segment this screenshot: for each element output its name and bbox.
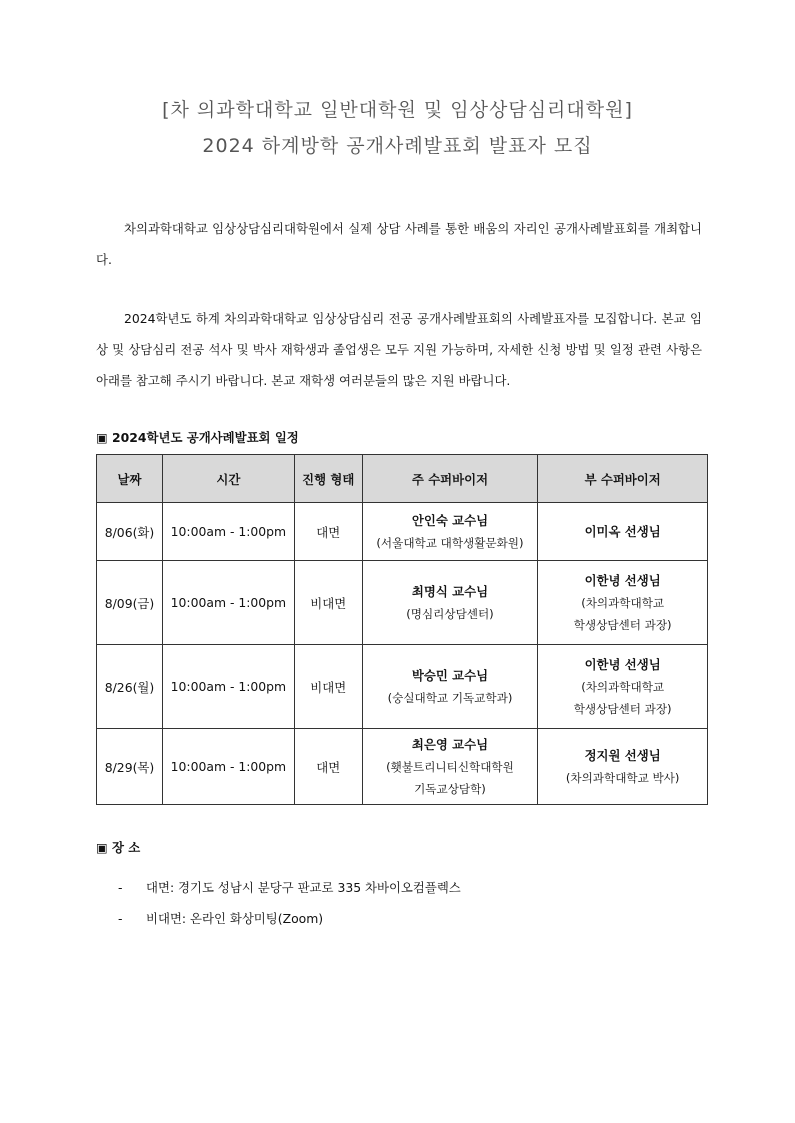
header-date: 날짜 xyxy=(97,455,163,503)
sub-supervisor-affiliation: (차의과학대학교 박사) xyxy=(565,770,680,785)
sub-supervisor-affiliation-line2: 학생상담센터 과장) xyxy=(573,701,672,716)
recruitment-paragraph: 2024학년도 하계 차의과학대학교 임상상담심리 전공 공개사례발표회의 사례발표자를 모집합니다. 본교 임상 및 상담심리 전공 석사 및 박사 재학생과 졸업생은 모두 지원 가능하며, 자세한 신청 방법 및 일정 관련 사항은 아래를 참고해 주시기 바랍니다. 본교 재학생 여러분들의 많은 지원 바랍니다. xyxy=(96,311,702,388)
venue-online: 비대면: 온라인 화상미팅(Zoom) xyxy=(146,911,324,926)
sub-supervisor-affiliation-line2: 학생상담센터 과장) xyxy=(573,617,672,632)
main-supervisor-affiliation-line2: 기독교상담학) xyxy=(414,781,486,796)
header-format: 진행 형태 xyxy=(294,455,362,503)
list-dash: - xyxy=(118,911,123,926)
cell-time: 10:00am - 1:00pm xyxy=(162,503,294,561)
table-row xyxy=(97,729,708,805)
main-supervisor-name: 최명식 교수님 xyxy=(411,583,489,599)
document-title-line2: 2024 하계방학 공개사례발표회 발표자 모집 xyxy=(202,135,593,157)
cell-sub-supervisor xyxy=(538,729,708,805)
sub-supervisor-name: 이한녕 선생님 xyxy=(584,656,661,672)
schedule-table xyxy=(96,454,708,805)
header-time: 시간 xyxy=(162,455,294,503)
header-main-supervisor: 주 수퍼바이저 xyxy=(362,455,538,503)
table-row xyxy=(97,645,708,729)
cell-sub-supervisor xyxy=(538,503,708,561)
main-supervisor-affiliation: (명심리상담센터) xyxy=(406,606,494,621)
cell-main-supervisor xyxy=(362,561,538,645)
main-supervisor-affiliation: (숭실대학교 기독교학과) xyxy=(387,690,513,705)
sub-supervisor-name: 이한녕 선생님 xyxy=(584,572,661,588)
cell-date: 8/26(월) xyxy=(97,645,163,729)
cell-format: 비대면 xyxy=(294,645,362,729)
main-supervisor-affiliation: (서울대학교 대학생활문화원) xyxy=(376,535,524,550)
cell-time: 10:00am - 1:00pm xyxy=(162,729,294,805)
cell-main-supervisor xyxy=(362,645,538,729)
cell-format: 비대면 xyxy=(294,561,362,645)
sub-supervisor-name: 이미옥 선생님 xyxy=(584,523,661,539)
cell-sub-supervisor xyxy=(538,561,708,645)
venue-in-person: 대면: 경기도 성남시 분당구 판교로 335 차바이오컴플렉스 xyxy=(146,880,461,895)
main-supervisor-affiliation: (횃불트리니티신학대학원 xyxy=(386,759,514,774)
header-sub-supervisor: 부 수퍼바이저 xyxy=(538,455,708,503)
cell-main-supervisor xyxy=(362,729,538,805)
cell-time: 10:00am - 1:00pm xyxy=(162,645,294,729)
venue-heading: ▣ 장 소 xyxy=(96,840,141,855)
cell-date: 8/09(금) xyxy=(97,561,163,645)
document-title-line1: [차 의과학대학교 일반대학원 및 임상상담심리대학원] xyxy=(162,99,633,121)
main-supervisor-name: 최은영 교수님 xyxy=(411,736,489,752)
list-dash: - xyxy=(118,880,123,895)
table-header-row xyxy=(97,455,708,503)
schedule-heading: ▣ 2024학년도 공개사례발표회 일정 xyxy=(96,430,299,445)
sub-supervisor-affiliation: (차의과학대학교 xyxy=(581,679,665,694)
main-supervisor-name: 박승민 교수님 xyxy=(411,667,489,683)
sub-supervisor-name: 정지원 선생님 xyxy=(584,747,661,763)
cell-date: 8/06(화) xyxy=(97,503,163,561)
cell-sub-supervisor xyxy=(538,645,708,729)
cell-format: 대면 xyxy=(294,729,362,805)
list-item xyxy=(118,907,461,938)
cell-time: 10:00am - 1:00pm xyxy=(162,561,294,645)
cell-format: 대면 xyxy=(294,503,362,561)
main-supervisor-name: 안인숙 교수님 xyxy=(411,512,489,528)
cell-date: 8/29(목) xyxy=(97,729,163,805)
table-row xyxy=(97,561,708,645)
venue-list xyxy=(118,876,461,938)
sub-supervisor-affiliation: (차의과학대학교 xyxy=(581,595,665,610)
cell-main-supervisor xyxy=(362,503,538,561)
list-item xyxy=(118,876,461,907)
intro-paragraph: 차의과학대학교 임상상담심리대학원에서 실제 상담 사례를 통한 배움의 자리인 공개사례발표회를 개최합니다. xyxy=(96,221,702,267)
table-row xyxy=(97,503,708,561)
